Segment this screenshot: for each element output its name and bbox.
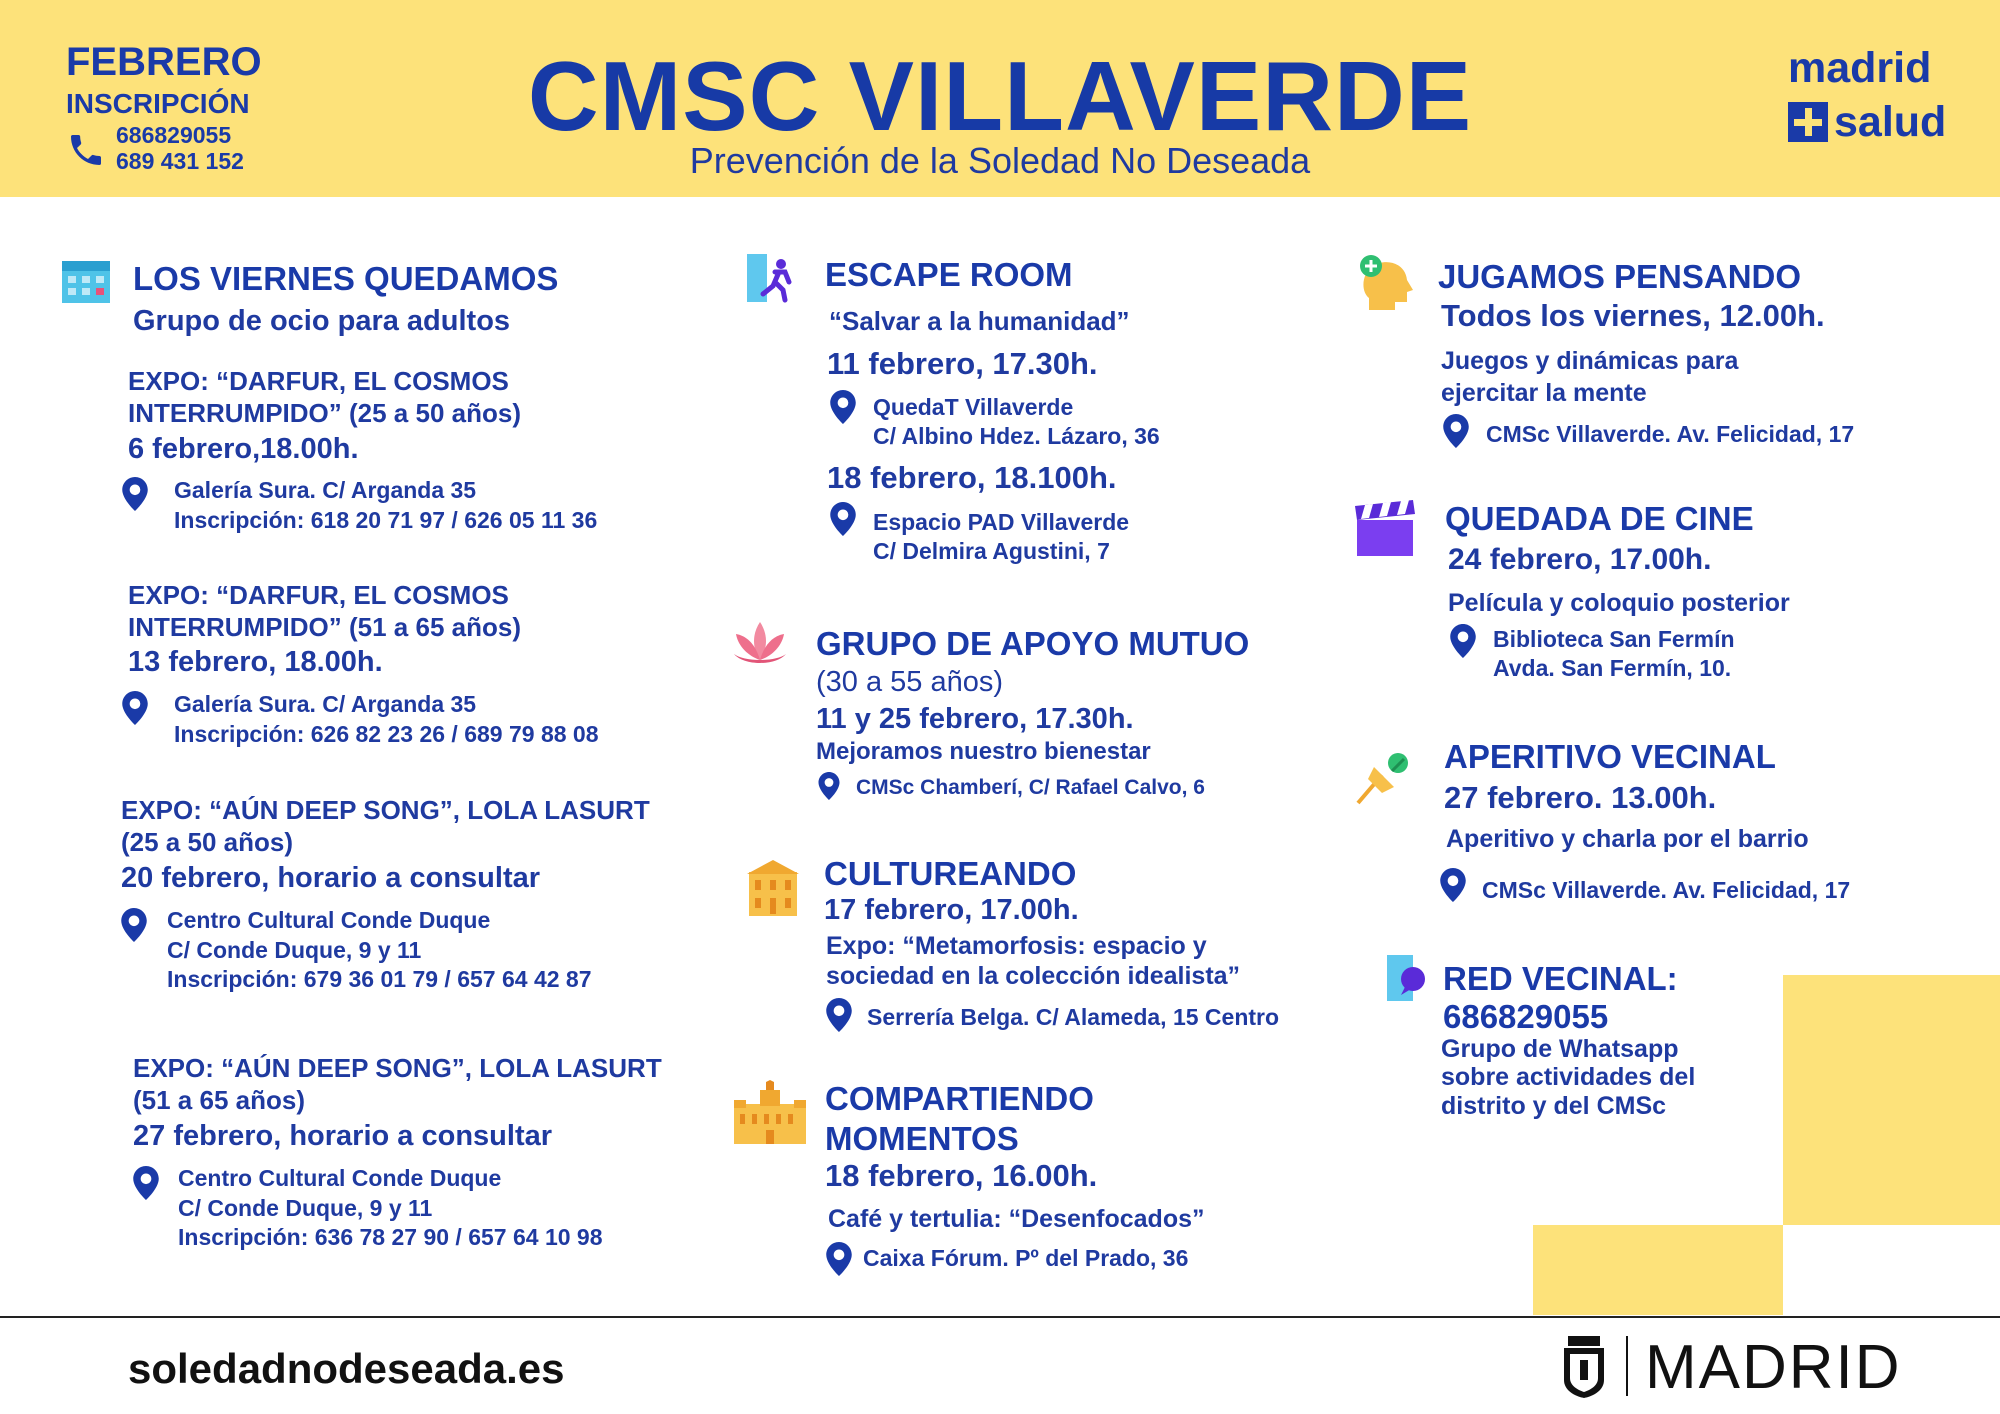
cine-description: Película y coloquio posterior	[1448, 589, 1790, 617]
section-heading-viernes: LOS VIERNES QUEDAMOS	[133, 260, 559, 297]
cultureando-date: 17 febrero, 17.00h.	[824, 894, 1079, 926]
page-subtitle: Prevención de la Soledad No Deseada	[689, 140, 1311, 181]
location-pin-icon	[826, 998, 852, 1032]
event-3-address: C/ Conde Duque, 9 y 11	[167, 937, 422, 963]
running-icon	[745, 252, 797, 304]
location-pin-icon	[830, 390, 856, 424]
event-4-inscription: Inscripción: 636 78 27 90 / 657 64 10 98	[178, 1224, 603, 1250]
apoyo-location: CMSc Chamberí, C/ Rafael Calvo, 6	[856, 776, 1205, 799]
section-heading-cine: QUEDADA DE CINE	[1445, 500, 1754, 537]
compartiendo-location: Caixa Fórum. Pº del Prado, 36	[863, 1245, 1189, 1271]
city-shield-icon	[1562, 1336, 1606, 1398]
escape-address-1: C/ Albino Hdez. Lázaro, 36	[873, 423, 1160, 449]
jugamos-desc-line1: Juegos y dinámicas para	[1441, 347, 1739, 375]
location-pin-icon	[122, 477, 148, 511]
escape-date-1: 11 febrero, 17.30h.	[827, 346, 1098, 381]
footer-madrid-logo: MADRID	[1645, 1333, 1902, 1402]
event-3-inscription: Inscripción: 679 36 01 79 / 657 64 42 87	[167, 966, 592, 992]
clapperboard-icon	[1353, 500, 1417, 558]
location-pin-icon	[122, 691, 148, 725]
event-4-location: Centro Cultural Conde Duque	[178, 1165, 502, 1191]
escape-location-1: QuedaT Villaverde	[873, 394, 1074, 420]
event-1-title-line2: INTERRUMPIDO” (25 a 50 años)	[128, 398, 521, 428]
footer-divider	[0, 1316, 2000, 1318]
event-4-title-line2: (51 a 65 años)	[133, 1085, 305, 1115]
apoyo-description: Mejoramos nuestro bienestar	[816, 738, 1151, 765]
cine-location: Biblioteca San Fermín	[1493, 626, 1735, 652]
event-1-date: 6 febrero,18.00h.	[128, 433, 359, 465]
escape-date-2: 18 febrero, 18.100h.	[827, 460, 1117, 495]
aperitivo-location: CMSc Villaverde. Av. Felicidad, 17	[1482, 877, 1851, 903]
jugamos-desc-line2: ejercitar la mente	[1441, 379, 1647, 407]
compartiendo-description: Café y tertulia: “Desenfocados”	[828, 1205, 1205, 1233]
event-3-date: 20 febrero, horario a consultar	[121, 862, 541, 894]
location-pin-icon	[1443, 414, 1469, 448]
location-pin-icon	[121, 908, 147, 942]
event-3-location: Centro Cultural Conde Duque	[167, 907, 491, 933]
event-4-date: 27 febrero, horario a consultar	[133, 1120, 553, 1152]
phone-number-2[interactable]: 689 431 152	[116, 148, 244, 174]
red-desc-line3: distrito y del CMSc	[1441, 1092, 1667, 1120]
location-pin-icon	[133, 1166, 159, 1200]
cultureando-location: Serrería Belga. C/ Alameda, 15 Centro	[867, 1004, 1280, 1030]
madrid-salud-logo-line1: madrid	[1788, 44, 1932, 92]
section-heading-cultureando: CULTUREANDO	[824, 855, 1077, 892]
location-pin-icon	[818, 772, 840, 800]
lotus-icon	[730, 618, 790, 668]
event-2-title-line1: EXPO: “DARFUR, EL COSMOS	[128, 580, 509, 610]
cine-date: 24 febrero, 17.00h.	[1448, 543, 1712, 576]
building-icon	[745, 858, 801, 918]
event-4-address: C/ Conde Duque, 9 y 11	[178, 1195, 433, 1221]
aperitivo-date: 27 febrero. 13.00h.	[1444, 780, 1717, 815]
section-heading-jugamos: JUGAMOS PENSANDO	[1438, 258, 1802, 295]
section-heading-escape: ESCAPE ROOM	[825, 256, 1073, 293]
location-pin-icon	[826, 1242, 852, 1276]
escape-address-2: C/ Delmira Agustini, 7	[873, 538, 1110, 564]
escape-location-2: Espacio PAD Villaverde	[873, 509, 1130, 535]
event-3-title-line1: EXPO: “AÚN DEEP SONG”, LOLA LASURT	[121, 795, 650, 825]
brain-icon	[1355, 254, 1415, 314]
section-heading-red: RED VECINAL:	[1443, 960, 1678, 997]
apoyo-date: 11 y 25 febrero, 17.30h.	[816, 703, 1134, 735]
page-title: CMSC VILLAVERDE	[527, 41, 1473, 151]
cultureando-desc-line2: sociedad en la colección idealista”	[826, 962, 1241, 990]
footer-website-link[interactable]: soledadnodeseada.es	[128, 1345, 565, 1392]
palace-icon	[730, 1080, 810, 1146]
red-desc-line1: Grupo de Whatsapp	[1441, 1035, 1679, 1063]
event-1-title-line1: EXPO: “DARFUR, EL COSMOS	[128, 366, 509, 396]
event-4-title-line1: EXPO: “AÚN DEEP SONG”, LOLA LASURT	[133, 1053, 662, 1083]
aperitivo-description: Aperitivo y charla por el barrio	[1446, 825, 1809, 853]
chat-icon	[1383, 955, 1429, 1005]
location-pin-icon	[1450, 624, 1476, 658]
event-2-date: 13 febrero, 18.00h.	[128, 646, 383, 678]
event-1-inscription: Inscripción: 618 20 71 97 / 626 05 11 36	[174, 507, 598, 533]
cultureando-desc-line1: Expo: “Metamorfosis: espacio y	[826, 932, 1207, 960]
section-heading-compartiendo-2: MOMENTOS	[825, 1120, 1019, 1157]
escape-subtitle: “Salvar a la humanidad”	[829, 306, 1130, 336]
jugamos-location: CMSc Villaverde. Av. Felicidad, 17	[1486, 421, 1855, 447]
event-2-location: Galería Sura. C/ Arganda 35	[174, 691, 477, 717]
section-heading-aperitivo: APERITIVO VECINAL	[1444, 738, 1776, 775]
section-heading-apoyo: GRUPO DE APOYO MUTUO	[816, 625, 1250, 662]
plus-icon	[1788, 102, 1828, 142]
cine-address: Avda. San Fermín, 10.	[1493, 655, 1732, 681]
decorative-block-2	[1533, 1225, 1783, 1315]
phone-number-1[interactable]: 686829055	[116, 122, 232, 148]
madrid-salud-logo-line2: salud	[1834, 98, 1947, 146]
location-pin-icon	[830, 502, 856, 536]
section-subheading-viernes: Grupo de ocio para adultos	[133, 305, 511, 337]
compartiendo-date: 18 febrero, 16.00h.	[825, 1158, 1098, 1193]
event-1-location: Galería Sura. C/ Arganda 35	[174, 477, 477, 503]
location-pin-icon	[1440, 868, 1466, 902]
red-desc-line2: sobre actividades del	[1441, 1063, 1696, 1091]
apoyo-age: (30 a 55 años)	[816, 666, 1004, 698]
event-3-title-line2: (25 a 50 años)	[121, 827, 293, 857]
footer-logo-separator	[1626, 1336, 1628, 1396]
event-2-inscription: Inscripción: 626 82 23 26 / 689 79 88 08	[174, 721, 599, 747]
decorative-block-1	[1783, 975, 2000, 1225]
pin-food-icon	[1352, 745, 1416, 809]
inscription-label: INSCRIPCIÓN	[66, 88, 250, 119]
red-phone[interactable]: 686829055	[1443, 998, 1609, 1035]
calendar-icon	[60, 255, 112, 307]
month-label: FEBRERO	[66, 40, 262, 84]
event-2-title-line2: INTERRUMPIDO” (51 a 65 años)	[128, 612, 521, 642]
section-heading-compartiendo-1: COMPARTIENDO	[825, 1080, 1094, 1117]
jugamos-date: Todos los viernes, 12.00h.	[1441, 298, 1825, 333]
